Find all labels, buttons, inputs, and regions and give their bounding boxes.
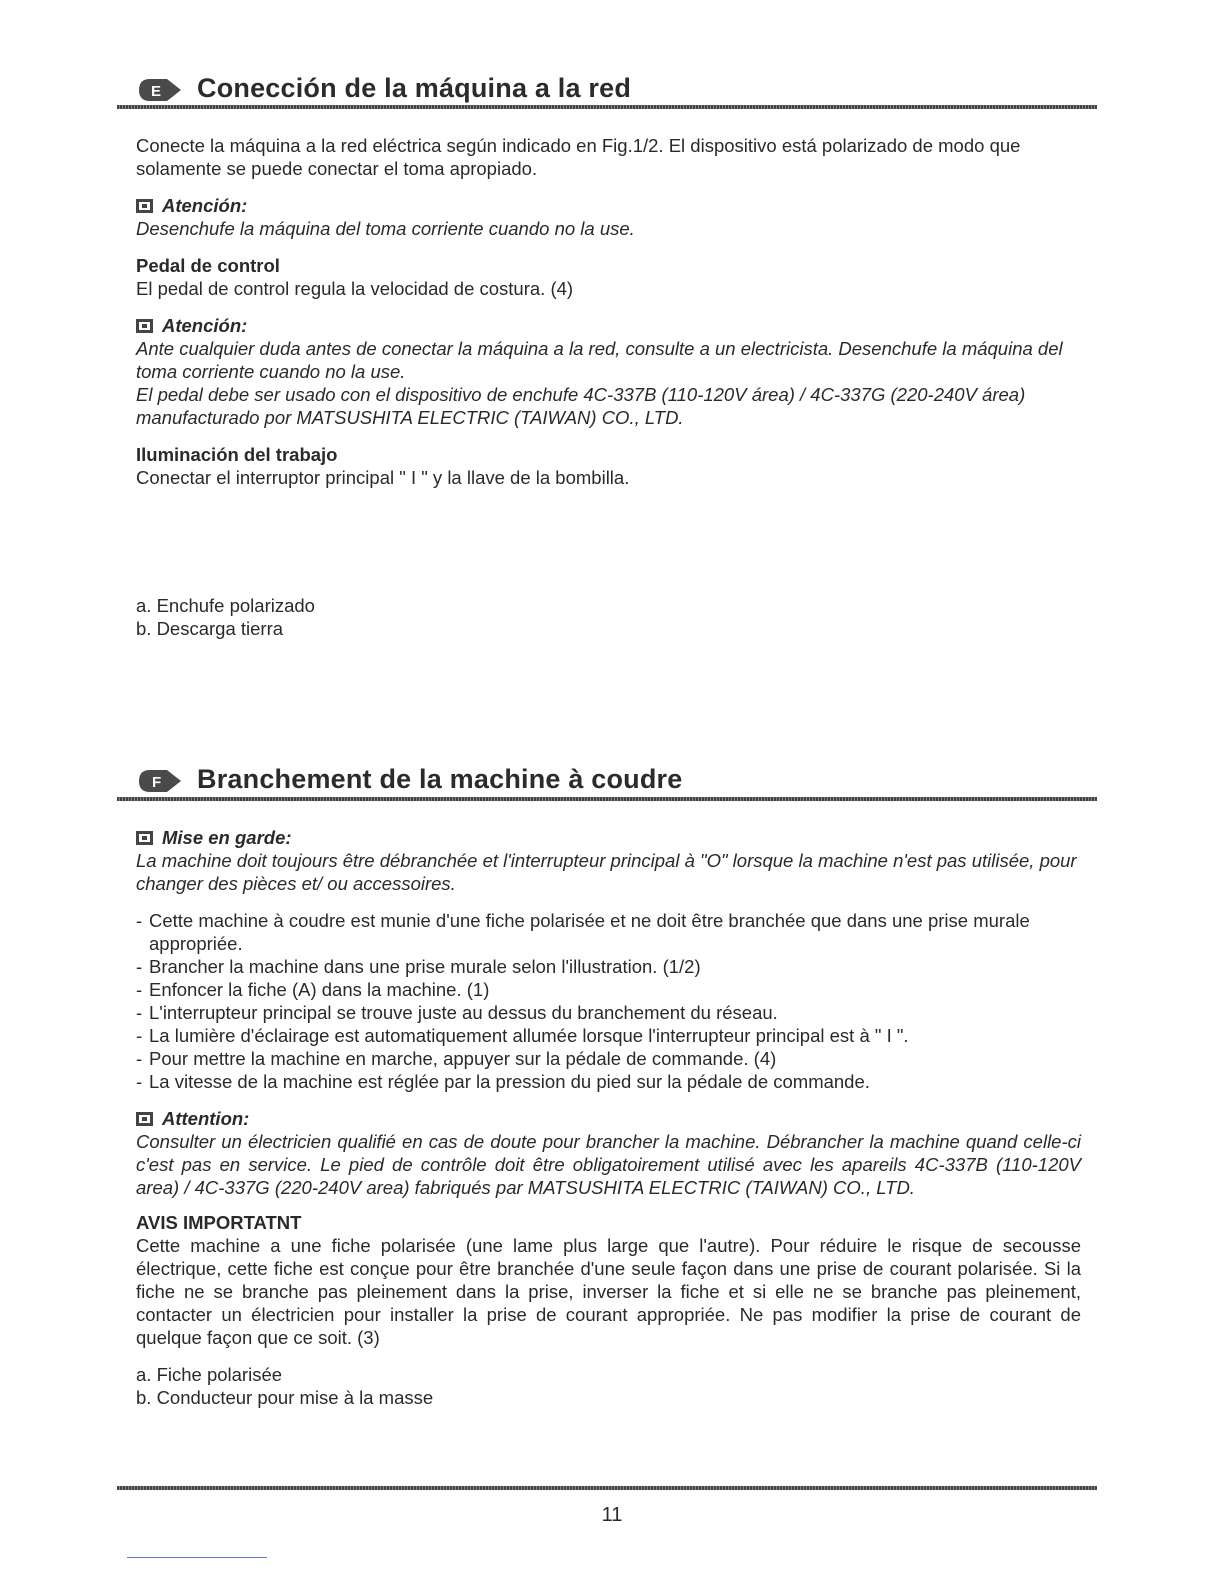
footer-rule <box>117 1486 1097 1490</box>
section-rule <box>117 797 1097 801</box>
list-item: - L'interrupteur principal se trouve juste au dessus du branchement du réseau. <box>136 1001 1081 1024</box>
link-underline <box>127 1557 267 1558</box>
legend-item: a. Enchufe polarizado <box>136 595 315 616</box>
warning-text: La machine doit toujours être débranchée et l'interrupteur principal à "O" lorsque la machine n'est pas utilisée, pour changer des pièces et/ ou accessoires. <box>136 850 1077 894</box>
warning-text: El pedal debe ser usado con el dispositivo de enchufe 4C-337B (110-120V área) / 4C-337G (220-240V área) manufacturado por MATSUSHITA ELECTRIC (TAIWAN) CO., LTD. <box>136 384 1026 428</box>
svg-text:E: E <box>151 83 162 100</box>
list-item: - Brancher la machine dans une prise murale selon l'illustration. (1/2) <box>136 955 1081 978</box>
list-item: - La lumière d'éclairage est automatiquement allumée lorsque l'interrupteur principal est à " I ". <box>136 1024 1081 1047</box>
notice-text: Cette machine a une fiche polarisée (une lame plus large que l'autre). Pour réduire le risque de secousse électrique, cette fiche est conçue pour être branchée d'une seule façon dans une prise de courant polarisée. Si la fiche ne se branche pas pleinement dans la prise, inverser la fiche et si elle ne se branche pas pleinement, contacter un électricien pour installer la prise de courant appropriée. Ne pas modifier la prise de courant de quelque façon que ce soit. (3) <box>136 1235 1081 1348</box>
warning-heading: Mise en garde: <box>136 826 1081 849</box>
warning-text: Desenchufe la máquina del toma corriente cuando no la use. <box>136 218 635 239</box>
section-title-es: Conección de la máquina a la red <box>197 73 632 103</box>
intro-text: Conecte la máquina a la red eléctrica según indicado en Fig.1/2. El dispositivo está polarizado de modo que solamente se puede conectar el toma apropiado. <box>136 135 1021 179</box>
list-item: - Cette machine à coudre est munie d'une fiche polarisée et ne doit être branchée que dans une prise murale appropriée. <box>136 909 1081 955</box>
lighting-heading: Iluminación del trabajo <box>136 444 338 465</box>
legend-item: a. Fiche polarisée <box>136 1364 283 1385</box>
list-item: - Pour mettre la machine en marche, appuyer sur la pédale de commande. (4) <box>136 1047 1081 1070</box>
warning-icon <box>136 319 153 333</box>
legend-fr <box>136 1363 1081 1409</box>
warning-icon <box>136 199 153 213</box>
legend-es <box>136 594 1081 640</box>
warning-text: Consulter un électricien qualifié en cas de doute pour brancher la machine. Débrancher la machine quand celle-ci c'est pas en service. Le pied de contrôle doit être obligatoirement utilisé avec les apareils 4C-337B (110-120V area) / 4C-337G (220-240V area) fabriqués par MATSUSHITA ELECTRIC (TAIWAN) CO., LTD. <box>136 1131 1081 1198</box>
legend-item: b. Descarga tierra <box>136 618 284 639</box>
instruction-list <box>136 909 1081 1093</box>
notice-heading: AVIS IMPORTATNT <box>136 1212 302 1233</box>
warning-text: Ante cualquier duda antes de conectar la máquina a la red, consulte a un electricista. Desenchufe la máquina del toma corriente cuando no la use. <box>136 338 1063 382</box>
lighting-text: Conectar el interruptor principal " I " y la llave de la bombilla. <box>136 467 630 488</box>
list-item: - La vitesse de la machine est réglée par la pression du pied sur la pédale de commande. <box>136 1070 1081 1093</box>
arrow-badge-icon <box>137 768 183 794</box>
warning-heading: Attention: <box>136 1107 1081 1130</box>
content-es <box>136 134 1081 489</box>
list-item: - Enfoncer la fiche (A) dans la machine. (1) <box>136 978 1081 1001</box>
page-number: 11 <box>601 1504 623 1526</box>
pedal-heading: Pedal de control <box>136 255 280 276</box>
legend-item: b. Conducteur pour mise à la masse <box>136 1387 434 1408</box>
svg-text:F: F <box>152 774 162 791</box>
section-title-fr: Branchement de la machine à coudre <box>197 764 683 794</box>
pedal-text: El pedal de control regula la velocidad de costura. (4) <box>136 278 574 299</box>
warning-icon <box>136 831 153 845</box>
warning-icon <box>136 1112 153 1126</box>
section-rule <box>117 105 1097 109</box>
arrow-badge-icon <box>137 77 183 103</box>
warning-heading: Atención: <box>136 194 1081 217</box>
content-fr <box>136 826 1081 1409</box>
warning-heading: Atención: <box>136 314 1081 337</box>
